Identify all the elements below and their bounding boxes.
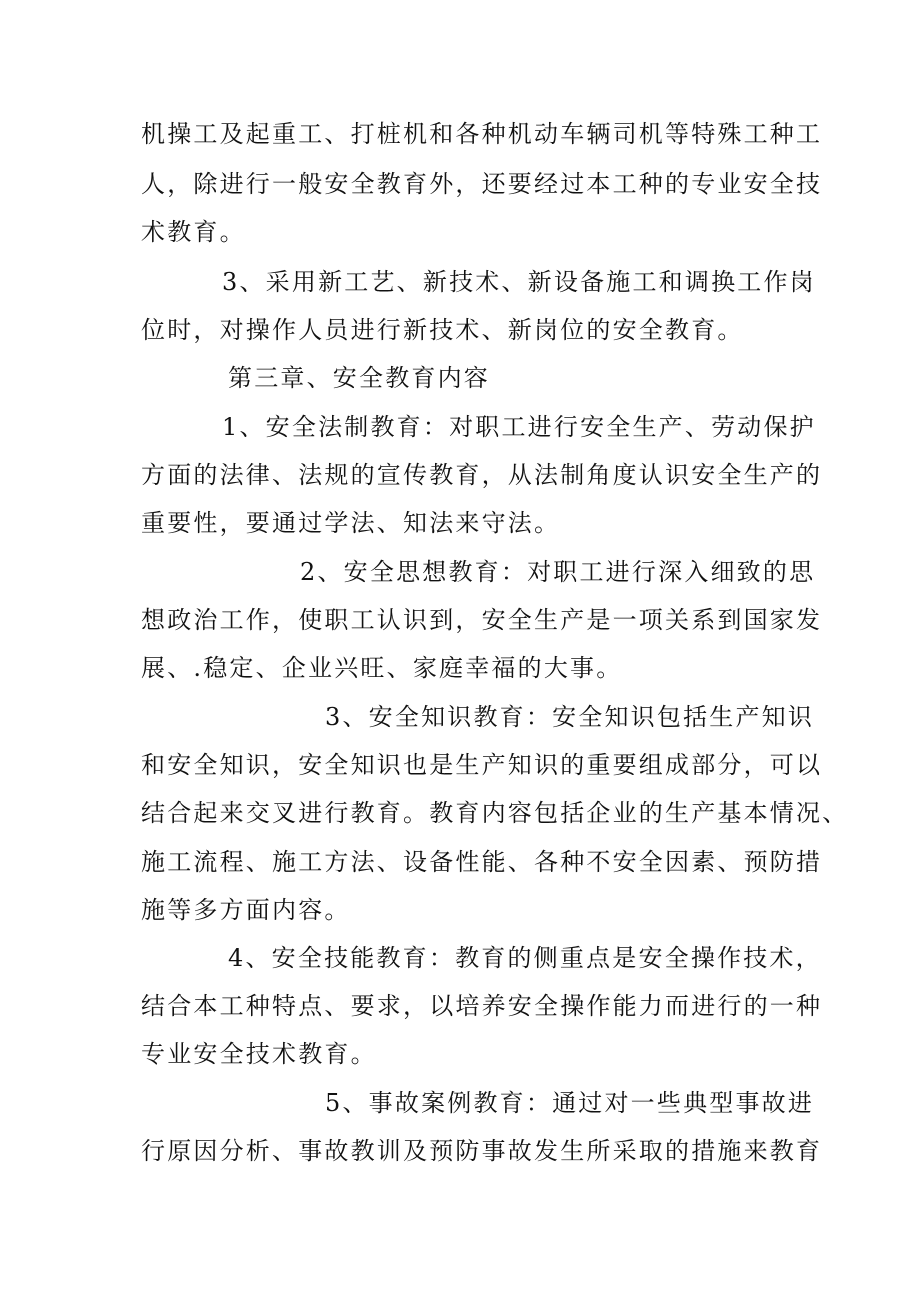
text-line: 5、事故案例教育：通过对一些典型事故进 bbox=[325, 1089, 815, 1117]
text-line: 结合起来交叉进行教育。教育内容包括企业的生产基本情况、 bbox=[141, 799, 849, 827]
text-line: 3、采用新工艺、新技术、新设备施工和调换工作岗 bbox=[222, 268, 816, 296]
text-line: 2、安全思想教育：对职工进行深入细致的思 bbox=[300, 558, 816, 586]
text-line: 机操工及起重工、打桩机和各种机动车辆司机等特殊工种工 bbox=[141, 120, 823, 148]
section-heading: 第三章、安全教育内容 bbox=[228, 364, 490, 392]
text-line: 位时，对操作人员进行新技术、新岗位的安全教育。 bbox=[141, 316, 744, 344]
text-line: 3、安全知识教育：安全知识包括生产知识 bbox=[325, 703, 815, 731]
text-line: 和安全知识，安全知识也是生产知识的重要组成部分，可以 bbox=[141, 751, 823, 779]
text-line: 展、.稳定、企业兴旺、家庭幸福的大事。 bbox=[141, 654, 623, 682]
text-line: 术教育。 bbox=[141, 218, 246, 246]
text-line: 结合本工种特点、要求，以培养安全操作能力而进行的一种 bbox=[141, 992, 823, 1020]
text-line: 重要性，要通过学法、知法来守法。 bbox=[141, 509, 561, 537]
text-line: 想政治工作，使职工认识到，安全生产是一项关系到国家发 bbox=[141, 606, 823, 634]
text-line: 人，除进行一般安全教育外，还要经过本工种的专业安全技 bbox=[141, 170, 823, 198]
text-line: 方面的法律、法规的宣传教育，从法制角度认识安全生产的 bbox=[141, 461, 823, 489]
text-line: 施等多方面内容。 bbox=[141, 896, 351, 924]
text-line: 专业安全技术教育。 bbox=[141, 1040, 377, 1068]
text-line: 施工流程、施工方法、设备性能、各种不安全因素、预防措 bbox=[141, 848, 823, 876]
text-line: 行原因分析、事故教训及预防事故发生所采取的措施来教育 bbox=[141, 1137, 823, 1165]
text-line: 4、安全技能教育：教育的侧重点是安全操作技术， bbox=[228, 944, 822, 972]
text-line: 1、安全法制教育：对职工进行安全生产、劳动保护 bbox=[222, 413, 816, 441]
